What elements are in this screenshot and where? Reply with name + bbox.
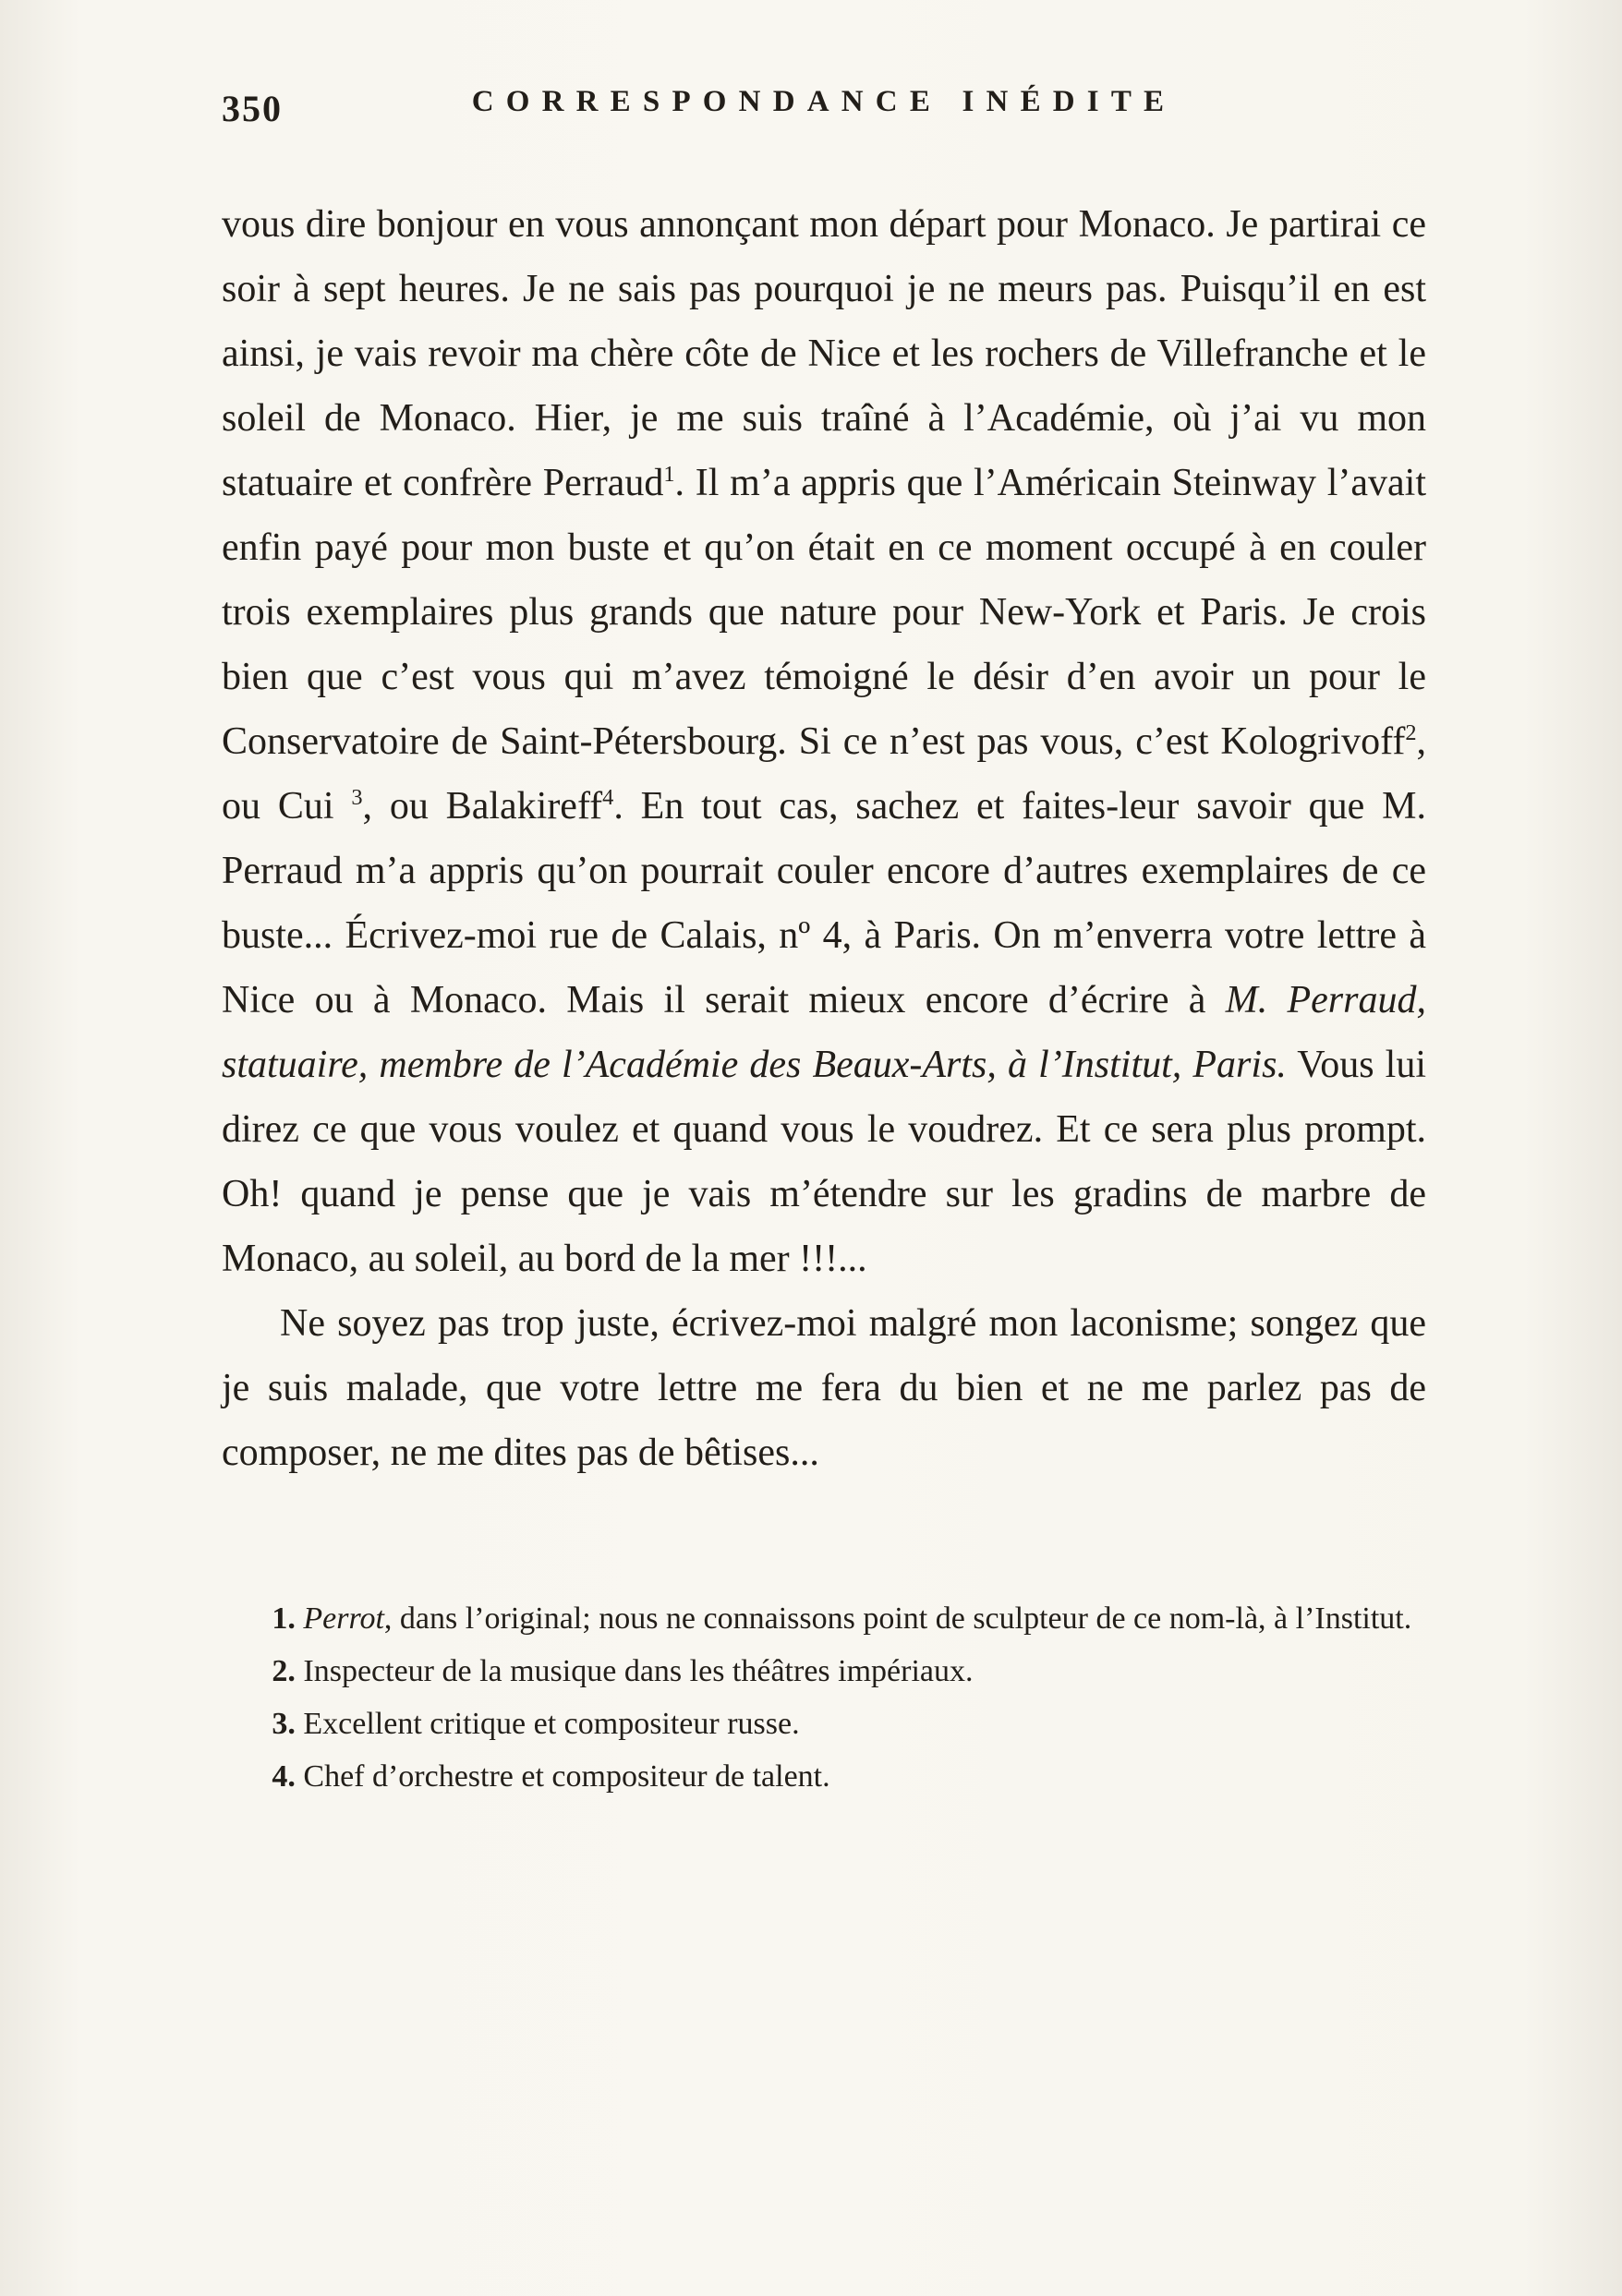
page-header xyxy=(222,85,1426,135)
paragraph xyxy=(222,1291,1426,1485)
footnote-ref: 3 xyxy=(351,785,363,810)
text-run: , ou Cui xyxy=(222,720,1426,828)
footnote xyxy=(222,1698,1426,1750)
text-run: , ou Balakireff xyxy=(362,785,603,828)
emphasis-text: M. Perraud, statuaire, membre de l’Académie des Beaux-Arts, à l’Institut, Paris. xyxy=(222,979,1426,1086)
paragraph xyxy=(222,192,1426,1291)
footnote xyxy=(222,1592,1426,1645)
footnote-ref: 4 xyxy=(602,785,614,810)
footnote xyxy=(222,1750,1426,1803)
text-run: , dans l’original; nous ne connaissons point de sculpteur de ce nom-là, à l’Institut. xyxy=(383,1601,1412,1636)
footnote-ref: 2 xyxy=(1405,720,1417,745)
footnote-number: 1. xyxy=(272,1601,304,1636)
text-run: Chef d’orchestre et compositeur de talent. xyxy=(303,1759,830,1794)
text-run: Ne soyez pas trop juste, écrivez-moi malgré mon laconisme; songez que je suis malade, que votre lettre me fera du bien et ne me parlez pas de composer, ne me dites pas de bêtises... xyxy=(222,1302,1426,1474)
text-run: vous dire bonjour en vous annonçant mon départ pour Monaco. Je partirai ce soir à sept heures. Je ne sais pas pourquoi je ne meurs pas. Puisqu’il en est ainsi, je vais revoir ma chère côte de Nice et les rochers de Villefranche et le soleil de Monaco. Hier, je me suis traîné à l’Académie, où j’ai vu mon statuaire et confrère Perraud xyxy=(222,203,1426,504)
footnote-ref: 1 xyxy=(663,462,675,487)
page-number: 350 xyxy=(222,88,283,129)
footnote-number: 3. xyxy=(272,1707,304,1741)
text-run: Excellent critique et compositeur russe. xyxy=(303,1707,800,1741)
footnote-number: 2. xyxy=(272,1654,304,1688)
text-run: . En tout cas, sachez et faites-leur savoir que M. Perraud m’a appris qu’on pourrait couler encore d’autres exemplaires de ce buste... Écrivez-moi rue de Calais, nº 4, à Paris. On m’enverra votre lettre à Nice ou à Monaco. Mais il serait mieux encore d’écrire à xyxy=(222,785,1426,1021)
letter-body xyxy=(222,192,1426,1485)
text-run: Vous lui direz ce que vous voulez et quand vous le voudrez. Et ce sera plus prompt. Oh! quand je pense que je vais m’étendre sur les gradins de marbre de Monaco, au soleil, au bord de la mer !!!... xyxy=(222,1044,1426,1280)
text-run: . Il m’a appris que l’Américain Steinway l’avait enfin payé pour mon buste et qu’on était en ce moment occupé à en couler trois exemplaires plus grands que nature pour New-York et Paris. Je crois bien que c’est vous qui m’avez témoigné le désir d’en avoir un pour le Conservatoire de Saint-Pétersbourg. Si ce n’est pas vous, c’est Kologrivoff xyxy=(222,462,1426,763)
footnotes xyxy=(222,1592,1426,1803)
footnote-number: 4. xyxy=(272,1759,304,1794)
running-title: CORRESPONDANCE INÉDITE xyxy=(471,85,1177,118)
text-run: Inspecteur de la musique dans les théâtres impériaux. xyxy=(303,1654,974,1688)
emphasis-text: Perrot xyxy=(303,1601,384,1636)
footnote xyxy=(222,1645,1426,1698)
